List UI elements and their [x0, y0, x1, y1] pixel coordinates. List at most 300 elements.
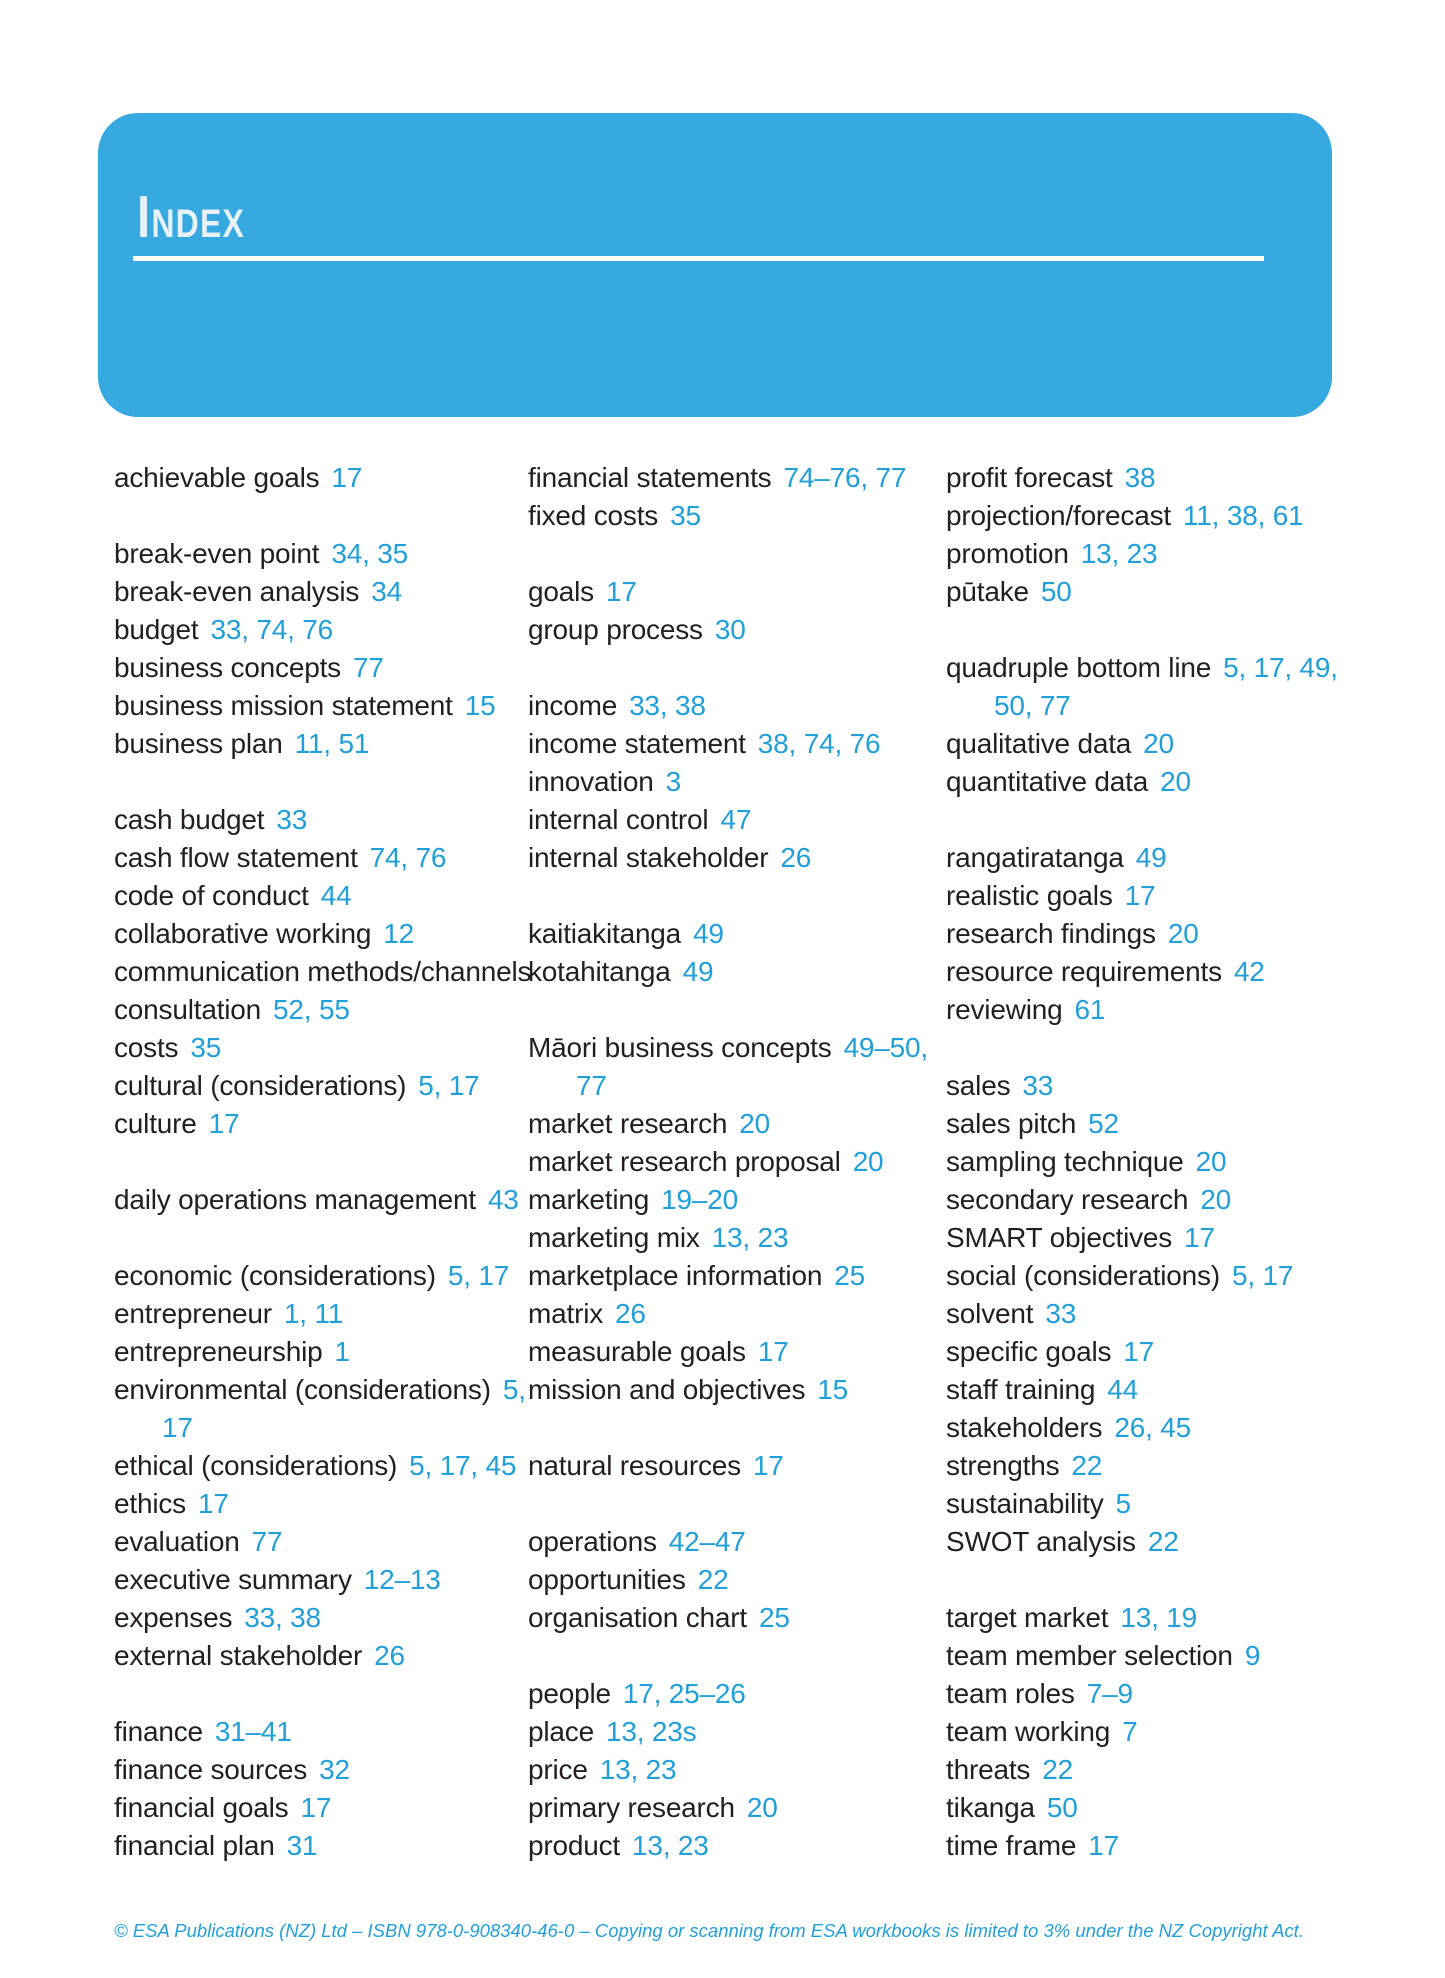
entry-page-numbers: 17 [300, 1792, 332, 1823]
entry-page-numbers: 17 [605, 576, 637, 607]
entry-page-numbers: 17 [752, 1450, 784, 1481]
entry-term: business plan [114, 728, 283, 759]
index-entry [528, 1751, 942, 1789]
index-entry [114, 573, 528, 611]
index-entry [528, 1713, 942, 1751]
entry-page-numbers: 20 [852, 1146, 884, 1177]
entry-term: collaborative working [114, 918, 372, 949]
index-entry [528, 1143, 942, 1181]
entry-term: team member selection [946, 1640, 1233, 1671]
entry-page-numbers: 43 [487, 1184, 519, 1215]
index-letter-group [528, 1447, 942, 1485]
entry-page-numbers: 17, 25–26 [622, 1678, 746, 1709]
entry-term: business mission statement [114, 690, 453, 721]
entry-page-numbers: 31–41 [214, 1716, 292, 1747]
entry-page-numbers: 13, 19 [1120, 1602, 1198, 1633]
index-entry [114, 1295, 528, 1333]
entry-term: executive summary [114, 1564, 352, 1595]
entry-page-numbers: 33 [1022, 1070, 1054, 1101]
index-entry [528, 953, 942, 991]
index-entry [946, 1295, 1360, 1333]
index-letter-group [114, 459, 528, 497]
index-entry [114, 1029, 528, 1067]
entry-term: operations [528, 1526, 657, 1557]
title-underline [133, 256, 1264, 261]
entry-page-numbers: 13, 23 [599, 1754, 677, 1785]
index-entry [528, 725, 942, 763]
entry-page-numbers: 74, 76 [369, 842, 447, 873]
entry-term: market research [528, 1108, 728, 1139]
entry-page-numbers: 77 [576, 1070, 607, 1101]
entry-term: consultation [114, 994, 262, 1025]
index-letter-group [528, 1029, 942, 1409]
entry-page-numbers: 49 [682, 956, 714, 987]
entry-page-numbers: 33 [276, 804, 308, 835]
index-entry [114, 801, 528, 839]
index-entry [946, 915, 1360, 953]
entry-page-numbers: 20 [1143, 728, 1174, 759]
entry-term: income statement [528, 728, 746, 759]
entry-page-numbers: 77 [251, 1526, 283, 1557]
entry-term: reviewing [946, 994, 1063, 1025]
entry-term: solvent [946, 1298, 1034, 1329]
entry-term: threats [946, 1754, 1031, 1785]
entry-term: innovation [528, 766, 654, 797]
entry-page-numbers: 25 [758, 1602, 790, 1633]
index-entry [528, 1675, 942, 1713]
index-entry [528, 1257, 942, 1295]
index-entry [528, 915, 942, 953]
entry-page-numbers: 3 [665, 766, 682, 797]
entry-page-numbers: 49 [693, 918, 724, 949]
entry-term: entrepreneurship [114, 1336, 323, 1367]
entry-page-numbers: 26 [780, 842, 812, 873]
entry-term: financial plan [114, 1830, 275, 1861]
entry-term: Māori business concepts [528, 1032, 832, 1063]
entry-page-numbers: 17 [208, 1108, 240, 1139]
index-entry [114, 459, 528, 497]
index-column-1 [114, 459, 532, 1865]
entry-term: rangatiratanga [946, 842, 1124, 873]
index-entry [114, 915, 528, 953]
entry-page-numbers: 1 [334, 1336, 350, 1367]
entry-term: financial goals [114, 1792, 289, 1823]
entry-term: costs [114, 1032, 179, 1063]
index-letter-group [114, 801, 532, 1143]
entry-term: break-even analysis [114, 576, 360, 607]
entry-page-numbers: 17 [1123, 1336, 1155, 1367]
index-entry [528, 1295, 942, 1333]
index-entry [114, 839, 528, 877]
entry-page-numbers: 17 [1184, 1222, 1215, 1253]
entry-term: ethical (considerations) [114, 1450, 398, 1481]
index-entry [946, 1371, 1360, 1409]
index-entry [946, 1181, 1360, 1219]
entry-page-numbers: 74–76, 77 [783, 462, 907, 493]
index-entry [946, 953, 1360, 991]
entry-term: mission and objectives [528, 1374, 806, 1405]
entry-term: primary research [528, 1792, 735, 1823]
index-entry [114, 1827, 528, 1865]
entry-term: sales [946, 1070, 1011, 1101]
index-letter-group [946, 649, 1360, 801]
index-entry [114, 1105, 528, 1143]
entry-page-numbers: 26 [615, 1298, 646, 1329]
entry-page-numbers: 22 [697, 1564, 729, 1595]
index-entry [946, 1143, 1360, 1181]
entry-page-numbers: 1, 11 [283, 1298, 344, 1329]
entry-term: break-even point [114, 538, 320, 569]
entry-page-numbers: 12–13 [363, 1564, 441, 1595]
entry-term: kotahitanga [528, 956, 671, 987]
entry-page-numbers: 5, 17 [447, 1260, 510, 1291]
entry-term: market research proposal [528, 1146, 841, 1177]
entry-page-numbers: 42–47 [668, 1526, 746, 1557]
index-letter-group [946, 1599, 1360, 1865]
entry-term: external stakeholder [114, 1640, 363, 1671]
entry-page-numbers: 5 [1115, 1488, 1131, 1519]
entry-term: resource requirements [946, 956, 1222, 987]
index-entry [528, 1105, 942, 1143]
entry-term: organisation chart [528, 1602, 747, 1633]
index-entry [528, 839, 942, 877]
entry-page-numbers: 20 [1167, 918, 1199, 949]
entry-term: team roles [946, 1678, 1075, 1709]
index-entry [528, 1827, 942, 1865]
entry-term: projection/forecast [946, 500, 1171, 531]
index-entry [946, 763, 1360, 801]
entry-page-numbers: 7 [1122, 1716, 1138, 1747]
entry-term: staff training [946, 1374, 1096, 1405]
entry-page-numbers: 33 [1045, 1298, 1077, 1329]
index-entry [528, 1219, 942, 1257]
index-entry [528, 1067, 942, 1105]
entry-term: qualitative data [946, 728, 1132, 759]
index-letter-group [528, 459, 942, 535]
entry-term: code of conduct [114, 880, 309, 911]
entry-page-numbers: 20 [1160, 766, 1191, 797]
entry-page-numbers: 34, 35 [331, 538, 409, 569]
index-letter-group [114, 1257, 528, 1675]
index-entry [946, 687, 1360, 725]
entry-term: people [528, 1678, 611, 1709]
index-entry [946, 1447, 1360, 1485]
entry-page-numbers: 17 [757, 1336, 789, 1367]
entry-term: matrix [528, 1298, 604, 1329]
entry-term: opportunities [528, 1564, 686, 1595]
copyright-footer: © ESA Publications (NZ) Ltd – ISBN 978-0-908340-46-0 – Copying or scanning from ESA workbooks is limited to 3% under the NZ Copyright Act. [114, 1920, 1304, 1941]
entry-page-numbers: 13, 23s [605, 1716, 697, 1747]
entry-page-numbers: 5, [502, 1374, 526, 1405]
entry-term: profit forecast [946, 462, 1113, 493]
index-entry [946, 535, 1360, 573]
page-title-rest: NDEX [151, 202, 246, 246]
entry-page-numbers: 5, 17 [418, 1070, 480, 1101]
index-entry [528, 1181, 942, 1219]
index-column-2 [528, 459, 942, 1865]
index-entry [114, 1713, 528, 1751]
index-entry [528, 1523, 942, 1561]
index-letter-group [946, 459, 1360, 611]
entry-page-numbers: 26, 45 [1114, 1412, 1192, 1443]
entry-page-numbers: 34 [371, 576, 402, 607]
entry-term: stakeholders [946, 1412, 1103, 1443]
index-letter-group [114, 535, 528, 763]
entry-page-numbers: 26 [374, 1640, 405, 1671]
index-entry [114, 1485, 528, 1523]
entry-page-numbers: 49–50, [843, 1032, 929, 1063]
entry-term: product [528, 1830, 620, 1861]
entry-page-numbers: 17 [197, 1488, 229, 1519]
entry-page-numbers: 61 [1074, 994, 1106, 1025]
entry-page-numbers: 22 [1042, 1754, 1073, 1785]
entry-term: entrepreneur [114, 1298, 272, 1329]
entry-term: sales pitch [946, 1108, 1077, 1139]
index-letter-group [114, 1713, 528, 1865]
entry-term: quadruple bottom line [946, 652, 1212, 683]
entry-page-numbers: 38, 74, 76 [757, 728, 881, 759]
index-entry [114, 687, 528, 725]
entry-page-numbers: 32 [319, 1754, 350, 1785]
entry-term: finance sources [114, 1754, 308, 1785]
entry-term: research findings [946, 918, 1156, 949]
entry-page-numbers: 17 [1088, 1830, 1119, 1861]
entry-term: tikanga [946, 1792, 1035, 1823]
index-entry [946, 1637, 1360, 1675]
entry-page-numbers: 33, 74, 76 [210, 614, 334, 645]
entry-term: target market [946, 1602, 1109, 1633]
entry-term: financial statements [528, 462, 772, 493]
index-entry [946, 1257, 1360, 1295]
entry-page-numbers: 17 [331, 462, 363, 493]
entry-page-numbers: 7–9 [1086, 1678, 1133, 1709]
index-entry [528, 801, 942, 839]
entry-page-numbers: 17 [162, 1412, 193, 1443]
entry-term: fixed costs [528, 500, 659, 531]
index-entry [946, 1523, 1360, 1561]
index-entry [114, 1409, 528, 1447]
entry-page-numbers: 35 [190, 1032, 222, 1063]
index-entry [946, 649, 1360, 687]
entry-term: sustainability [946, 1488, 1104, 1519]
index-entry [114, 535, 528, 573]
index-letter-group [528, 687, 942, 877]
index-entry [946, 459, 1360, 497]
entry-term: place [528, 1716, 594, 1747]
index-entry [114, 953, 532, 991]
entry-page-numbers: 49 [1135, 842, 1167, 873]
index-entry [946, 1067, 1360, 1105]
entry-page-numbers: 20 [1195, 1146, 1227, 1177]
entry-page-numbers: 15 [817, 1374, 849, 1405]
index-entry [528, 1789, 942, 1827]
index-entry [946, 1409, 1360, 1447]
entry-page-numbers: 47 [720, 804, 752, 835]
index-entry [946, 1713, 1360, 1751]
index-letter-group [528, 1675, 942, 1865]
index-entry [114, 1561, 528, 1599]
index-entry [946, 1219, 1360, 1257]
index-entry [946, 573, 1360, 611]
entry-term: measurable goals [528, 1336, 746, 1367]
index-entry [114, 1637, 528, 1675]
entry-page-numbers: 50, 77 [994, 690, 1071, 721]
entry-term: promotion [946, 538, 1069, 569]
entry-page-numbers: 20 [746, 1792, 778, 1823]
index-entry [946, 1675, 1360, 1713]
entry-term: kaitiakitanga [528, 918, 682, 949]
index-entry [946, 1827, 1360, 1865]
entry-page-numbers: 20 [739, 1108, 771, 1139]
index-entry [528, 1447, 942, 1485]
entry-term: daily operations management [114, 1184, 476, 1215]
entry-term: budget [114, 614, 199, 645]
entry-term: achievable goals [114, 462, 320, 493]
index-letter-group [528, 1523, 942, 1637]
entry-page-numbers: 15 [464, 690, 496, 721]
entry-page-numbers: 31 [286, 1830, 318, 1861]
index-entry [946, 725, 1360, 763]
page-title [137, 184, 246, 250]
index-entry [114, 611, 528, 649]
entry-term: cash budget [114, 804, 265, 835]
index-entry [946, 877, 1360, 915]
entry-page-numbers: 38 [1124, 462, 1156, 493]
index-letter-group [528, 915, 942, 991]
index-entry [528, 459, 942, 497]
entry-term: goals [528, 576, 594, 607]
index-entry [946, 839, 1360, 877]
entry-page-numbers: 20 [1200, 1184, 1232, 1215]
entry-term: business concepts [114, 652, 341, 683]
entry-term: environmental (considerations) [114, 1374, 491, 1405]
entry-term: SWOT analysis [946, 1526, 1136, 1557]
entry-page-numbers: 22 [1071, 1450, 1103, 1481]
entry-term: strengths [946, 1450, 1060, 1481]
index-letter-group [114, 1181, 528, 1219]
entry-page-numbers: 30 [714, 614, 746, 645]
entry-term: internal stakeholder [528, 842, 769, 873]
entry-page-numbers: 17 [1124, 880, 1156, 911]
entry-term: realistic goals [946, 880, 1113, 911]
entry-term: economic (considerations) [114, 1260, 436, 1291]
entry-page-numbers: 19–20 [661, 1184, 739, 1215]
entry-page-numbers: 5, 17, 49, [1223, 652, 1338, 683]
entry-term: ethics [114, 1488, 186, 1519]
entry-term: internal control [528, 804, 709, 835]
index-entry [114, 649, 528, 687]
entry-page-numbers: 42 [1233, 956, 1265, 987]
entry-term: SMART objectives [946, 1222, 1173, 1253]
index-entry [946, 1751, 1360, 1789]
entry-term: evaluation [114, 1526, 240, 1557]
index-entry [114, 877, 528, 915]
entry-page-numbers: 5, 17, 45 [409, 1450, 517, 1481]
index-header-banner [98, 113, 1332, 417]
index-entry [528, 1029, 942, 1067]
index-entry [528, 763, 942, 801]
entry-term: marketing mix [528, 1222, 700, 1253]
index-entry [114, 1751, 528, 1789]
index-entry [528, 1333, 942, 1371]
index-entry [114, 1181, 528, 1219]
entry-term: marketplace information [528, 1260, 823, 1291]
entry-term: sampling technique [946, 1146, 1184, 1177]
entry-page-numbers: 50 [1040, 576, 1072, 607]
index-entry [114, 1523, 528, 1561]
index-entry [114, 1371, 528, 1409]
index-column-3 [946, 459, 1360, 1865]
index-entry [946, 1789, 1360, 1827]
entry-page-numbers: 5, 17 [1231, 1260, 1294, 1291]
index-letter-group [946, 839, 1360, 1029]
entry-term: income [528, 690, 618, 721]
index-entry [114, 1789, 528, 1827]
index-entry [528, 611, 942, 649]
entry-term: cultural (considerations) [114, 1070, 407, 1101]
entry-page-numbers: 11, 51 [294, 728, 370, 759]
entry-page-numbers: 13, 23 [711, 1222, 789, 1253]
index-entry [528, 1561, 942, 1599]
entry-page-numbers: 33, 38 [244, 1602, 321, 1633]
entry-page-numbers: 9 [1244, 1640, 1261, 1671]
index-entry [114, 1333, 528, 1371]
entry-term: culture [114, 1108, 197, 1139]
index-letter-group [528, 573, 942, 649]
entry-term: finance [114, 1716, 203, 1747]
index-entry [528, 497, 942, 535]
entry-term: quantitative data [946, 766, 1149, 797]
index-entry [114, 1067, 528, 1105]
entry-page-numbers: 12 [383, 918, 415, 949]
entry-term: specific goals [946, 1336, 1112, 1367]
entry-page-numbers: 44 [1107, 1374, 1138, 1405]
index-entry [114, 1447, 528, 1485]
entry-page-numbers: 52 [1088, 1108, 1119, 1139]
entry-term: pūtake [946, 576, 1029, 607]
index-entry [114, 991, 528, 1029]
index-entry [528, 1371, 942, 1409]
entry-page-numbers: 77 [352, 652, 384, 683]
entry-page-numbers: 25 [834, 1260, 865, 1291]
index-entry [946, 1485, 1360, 1523]
index-entry [114, 1257, 528, 1295]
entry-term: group process [528, 614, 703, 645]
entry-term: cash flow statement [114, 842, 358, 873]
entry-term: time frame [946, 1830, 1077, 1861]
entry-page-numbers: 44 [320, 880, 352, 911]
index-entry [528, 687, 942, 725]
entry-term: team working [946, 1716, 1111, 1747]
index-entry [528, 1599, 942, 1637]
entry-term: natural resources [528, 1450, 741, 1481]
entry-page-numbers: 22 [1147, 1526, 1179, 1557]
entry-term: marketing [528, 1184, 650, 1215]
index-entry [528, 573, 942, 611]
entry-page-numbers: 33, 38 [629, 690, 706, 721]
index-entry [114, 1599, 528, 1637]
entry-term: expenses [114, 1602, 233, 1633]
entry-page-numbers: 52, 55 [273, 994, 350, 1025]
entry-page-numbers: 11, 38, 61 [1183, 500, 1304, 531]
entry-page-numbers: 13, 23 [632, 1830, 709, 1861]
index-entry [946, 991, 1360, 1029]
page-title-initial: I [137, 184, 152, 250]
index-entry [946, 1599, 1360, 1637]
entry-term: communication methods/channels [114, 956, 532, 987]
index-entry [946, 497, 1360, 535]
entry-term: secondary research [946, 1184, 1189, 1215]
